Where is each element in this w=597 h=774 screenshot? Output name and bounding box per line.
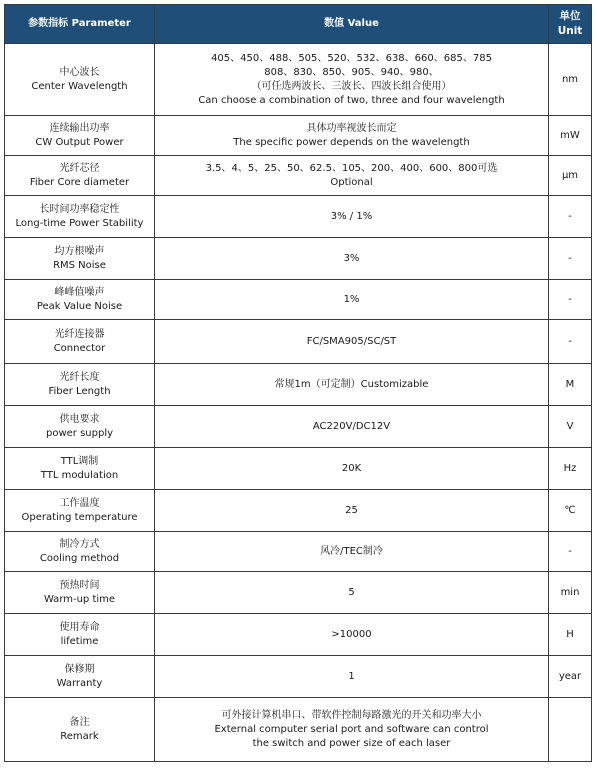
unit-cell: - [549, 238, 592, 280]
unit-cell: Hz [549, 448, 592, 490]
parameter-cell [5, 406, 155, 448]
value-line: >10000 [331, 628, 372, 640]
value-line: External computer serial port and software can control [214, 723, 489, 735]
value-cell [155, 656, 549, 698]
table-row [5, 364, 592, 406]
parameter-name-en: Operating temperature [21, 511, 138, 523]
unit-cell: ℃ [549, 490, 592, 532]
table-row [5, 280, 592, 320]
table-row [5, 116, 592, 156]
unit-cell: V [549, 406, 592, 448]
value-line: 405、450、488、505、520、532、638、660、685、785 [211, 52, 492, 64]
value-line: Optional [330, 176, 373, 188]
table-row [5, 490, 592, 532]
unit-cell: - [549, 196, 592, 238]
table-row [5, 698, 592, 762]
parameter-name-zh: 工作温度 [59, 497, 100, 509]
parameter-name-zh: 预热时间 [59, 579, 100, 591]
parameter-cell [5, 116, 155, 156]
value-cell [155, 448, 549, 490]
value-line: 3.5、4、5、25、50、62.5、105、200、400、600、800可选 [205, 162, 498, 174]
table-row [5, 320, 592, 364]
value-line: 3% / 1% [330, 210, 373, 222]
unit-cell: year [549, 656, 592, 698]
value-line: 25 [345, 504, 358, 516]
parameter-cell [5, 320, 155, 364]
parameter-name-zh: 光纤芯径 [59, 162, 100, 174]
unit-cell: μm [549, 156, 592, 196]
value-cell [155, 320, 549, 364]
parameter-name-zh: 光纤连接器 [54, 328, 105, 340]
parameter-name-zh: 长时间功率稳定性 [39, 203, 120, 215]
spec-table [4, 4, 592, 762]
value-cell [155, 532, 549, 572]
parameter-name-zh: 保修期 [64, 663, 95, 675]
parameter-name-en: Fiber Core diameter [29, 176, 130, 188]
value-cell [155, 44, 549, 116]
value-line: 3% [343, 252, 360, 264]
parameter-name-zh: 使用寿命 [59, 621, 100, 633]
parameter-cell [5, 490, 155, 532]
value-line: 常规1m（可定制）Customizable [274, 378, 429, 390]
parameter-cell [5, 656, 155, 698]
unit-cell: min [549, 572, 592, 614]
unit-cell: mW [549, 116, 592, 156]
value-cell [155, 238, 549, 280]
value-line: The specific power depends on the wavelength [233, 136, 470, 148]
parameter-cell [5, 156, 155, 196]
parameter-name-en: Connector [53, 342, 106, 354]
value-line: the switch and power size of each laser [252, 737, 451, 749]
value-cell [155, 364, 549, 406]
parameter-cell [5, 238, 155, 280]
unit-cell: nm [549, 44, 592, 116]
header-parameter: 参数指标 Parameter [5, 5, 155, 44]
value-cell [155, 406, 549, 448]
parameter-name-zh: 峰峰值噪声 [54, 286, 105, 298]
table-row [5, 406, 592, 448]
parameter-cell [5, 698, 155, 762]
value-cell [155, 614, 549, 656]
parameter-cell [5, 44, 155, 116]
value-cell [155, 698, 549, 762]
value-line: 5 [348, 586, 355, 598]
table-body [5, 44, 592, 762]
parameter-cell [5, 614, 155, 656]
header-unit-zh: 单位 [559, 10, 581, 22]
value-line: 20K [341, 462, 362, 474]
unit-cell: M [549, 364, 592, 406]
value-cell [155, 196, 549, 238]
header-value: 数值 Value [155, 5, 549, 44]
parameter-cell [5, 532, 155, 572]
parameter-name-en: RMS Noise [53, 259, 106, 271]
unit-cell: - [549, 532, 592, 572]
parameter-name-en: Remark [60, 730, 99, 742]
value-cell [155, 280, 549, 320]
parameter-name-en: CW Output Power [35, 136, 124, 148]
table-row [5, 238, 592, 280]
parameter-name-zh: 制冷方式 [59, 538, 100, 550]
value-line: FC/SMA905/SC/ST [306, 335, 397, 347]
parameter-name-zh: 中心波长 [59, 66, 100, 78]
unit-cell: H [549, 614, 592, 656]
parameter-cell [5, 196, 155, 238]
table-row [5, 156, 592, 196]
header-unit [549, 5, 592, 44]
table-row [5, 532, 592, 572]
table-row [5, 614, 592, 656]
value-cell [155, 572, 549, 614]
value-cell [155, 116, 549, 156]
parameter-name-en: Cooling method [39, 552, 120, 564]
value-line: AC220V/DC12V [312, 420, 391, 432]
table-row [5, 44, 592, 116]
table-row [5, 572, 592, 614]
parameter-name-zh: TTL调制 [60, 455, 99, 467]
parameter-cell [5, 448, 155, 490]
value-line: 808、830、850、905、940、980、 [264, 66, 439, 78]
unit-cell: - [549, 320, 592, 364]
parameter-name-zh: 备注 [69, 716, 90, 728]
parameter-name-zh: 连续输出功率 [49, 122, 110, 134]
parameter-cell [5, 572, 155, 614]
table-row [5, 196, 592, 238]
parameter-name-en: Warranty [56, 677, 103, 689]
value-line: 具体功率视波长而定 [306, 122, 397, 134]
parameter-name-en: Peak Value Noise [36, 300, 123, 312]
header-unit-en: Unit [557, 25, 583, 37]
value-line: 1% [343, 293, 360, 305]
unit-cell: - [549, 280, 592, 320]
table-row [5, 656, 592, 698]
parameter-cell [5, 364, 155, 406]
parameter-name-en: TTL modulation [40, 469, 119, 481]
value-line: 可外接计算机串口、带软件控制每路激光的开关和功率大小 [221, 709, 482, 721]
parameter-name-en: Center Wavelength [31, 80, 128, 92]
parameter-name-en: Long-time Power Stability [15, 217, 144, 229]
value-cell [155, 156, 549, 196]
parameter-name-en: power supply [45, 427, 114, 439]
parameter-name-zh: 光纤长度 [59, 371, 100, 383]
table-row [5, 448, 592, 490]
value-cell [155, 490, 549, 532]
table-header [5, 5, 592, 44]
value-line: 1 [348, 670, 355, 682]
parameter-cell [5, 280, 155, 320]
value-line: 风冷/TEC制冷 [320, 545, 383, 557]
value-line: （可任选两波长、三波长、四波长组合使用） [251, 80, 452, 92]
parameter-name-en: lifetime [60, 635, 99, 647]
parameter-name-en: Fiber Length [48, 385, 111, 397]
parameter-name-zh: 均方根噪声 [54, 245, 105, 257]
parameter-name-en: Warm-up time [43, 593, 116, 605]
value-line: Can choose a combination of two, three and four wavelength [198, 94, 505, 106]
parameter-name-zh: 供电要求 [59, 413, 100, 425]
unit-cell [549, 698, 592, 762]
